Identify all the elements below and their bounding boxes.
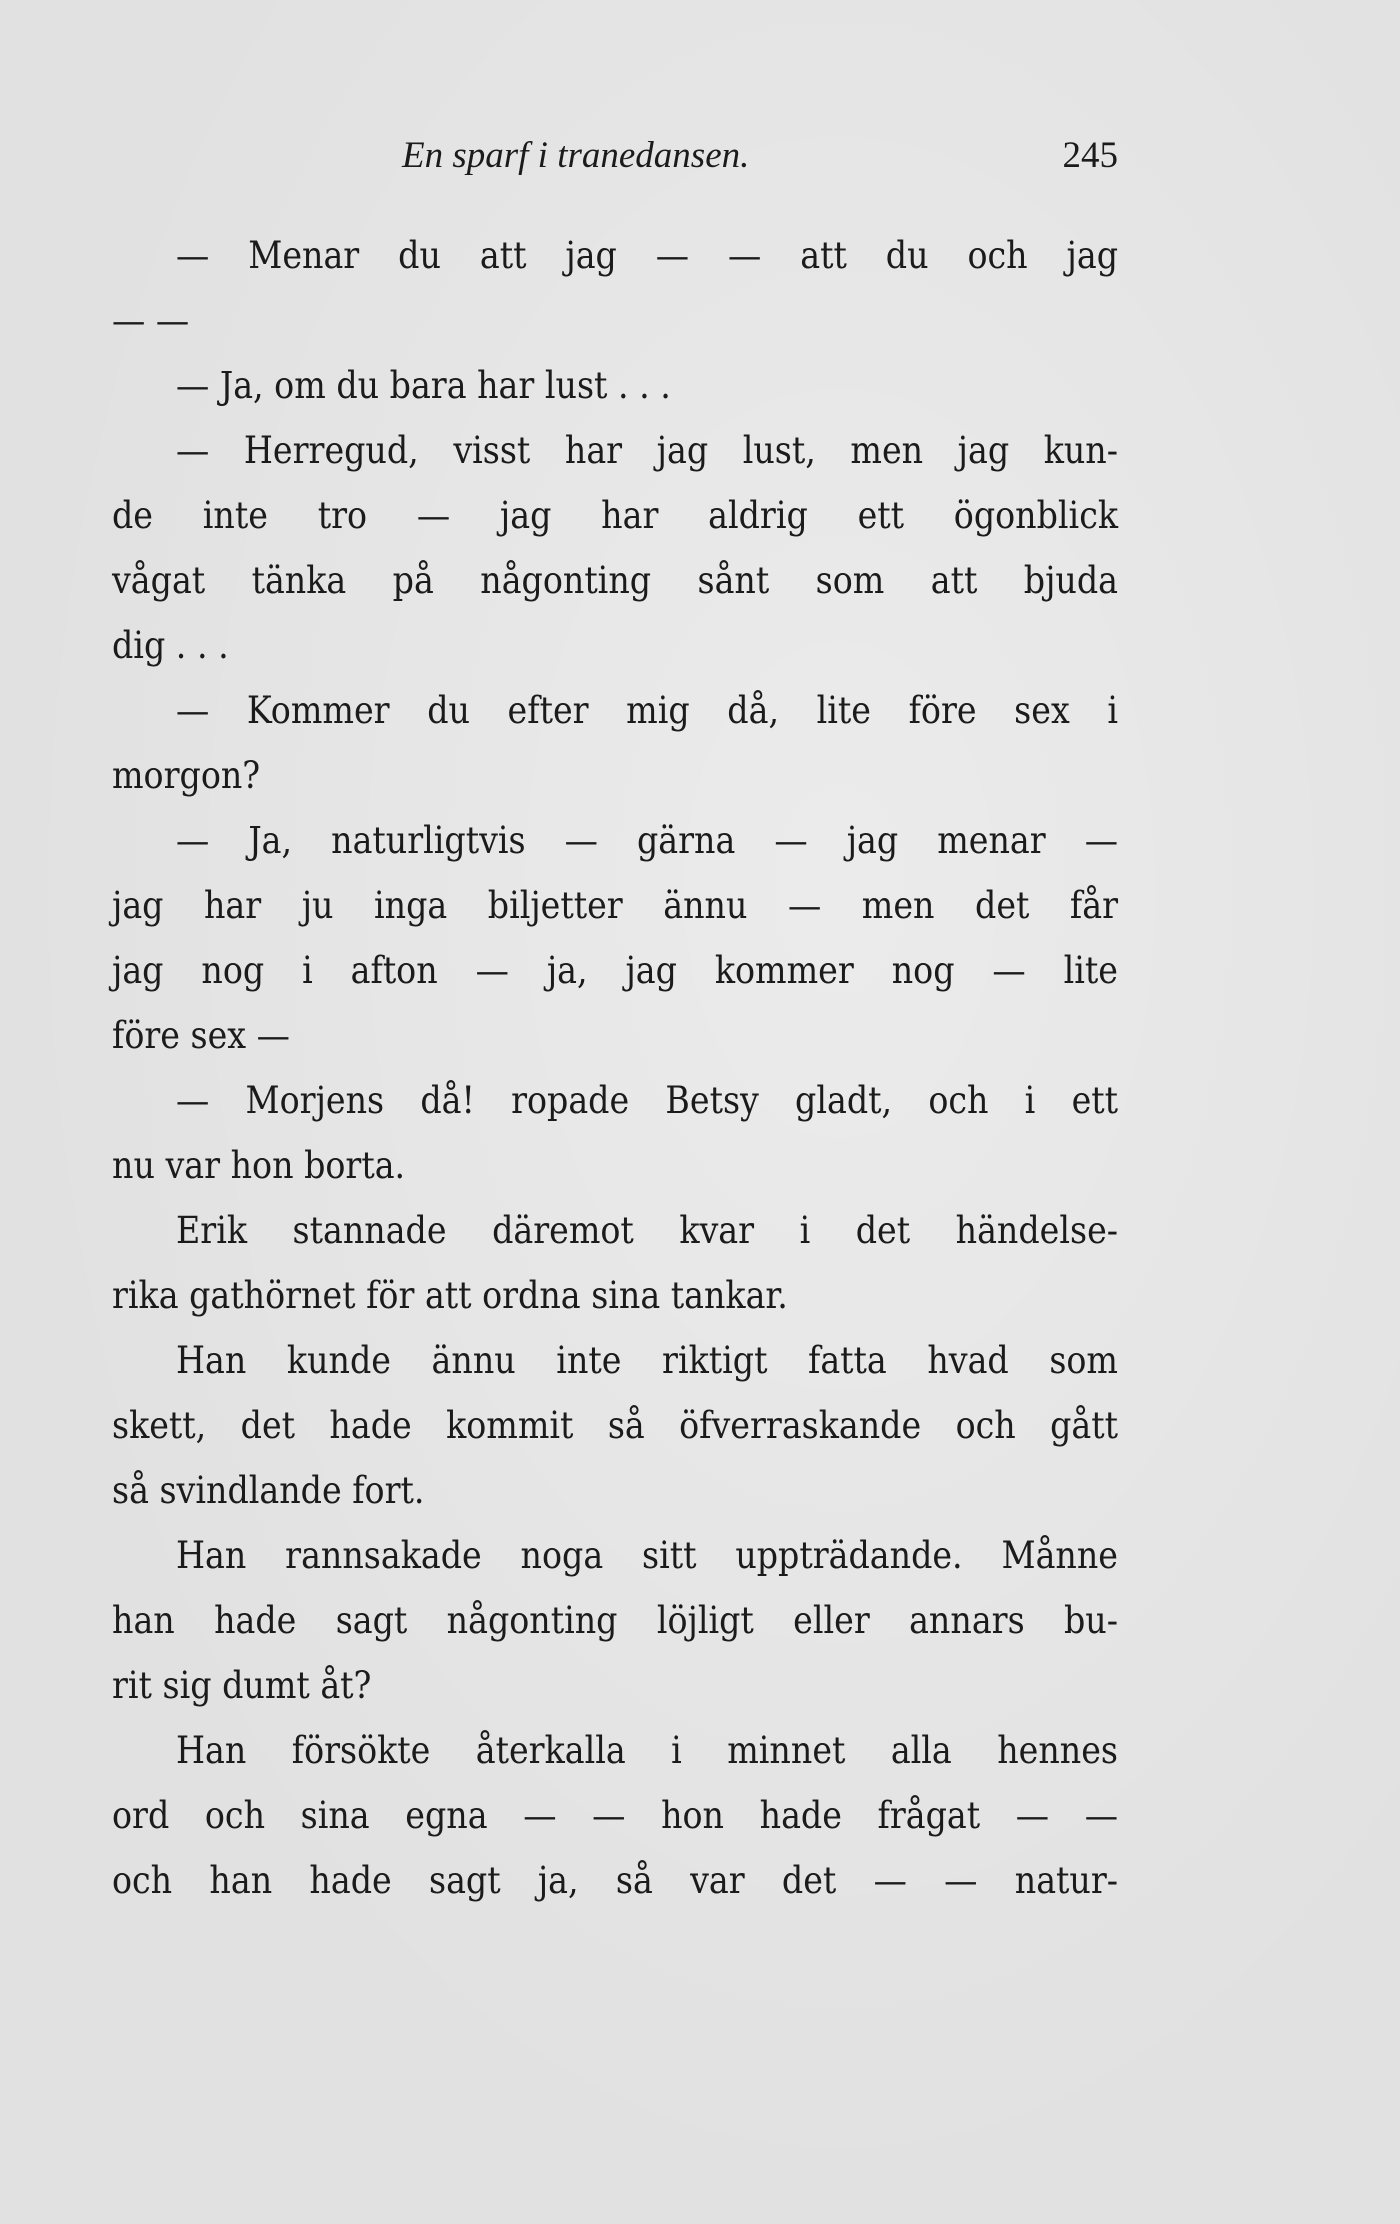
text-line: vågat tänka på någonting sånt som att bjuda [112,559,1118,602]
text-line: och han hade sagt ja, så var det — — natur- [112,1859,1118,1902]
text-line: de inte tro — jag har aldrig ett ögonblick [112,494,1118,537]
text-line: rika gathörnet för att ordna sina tankar. [112,1274,788,1317]
text-line: Han rannsakade noga sitt uppträdande. Månne [176,1534,1118,1577]
text-line: Han försökte återkalla i minnet alla hennes [176,1729,1118,1772]
text-line: skett, det hade kommit så öfverraskande och gått [112,1404,1118,1447]
text-line: — Ja, om du bara har lust . . . [176,364,671,407]
text-line: Han kunde ännu inte riktigt fatta hvad som [176,1339,1118,1382]
text-line: morgon? [112,754,261,797]
text-line: nu var hon borta. [112,1144,406,1187]
page-header [112,128,1118,184]
text-line: Erik stannade däremot kvar i det händelse- [176,1209,1118,1252]
text-line: han hade sagt någonting löjligt eller annars bu- [112,1599,1118,1642]
page-number: 245 [1062,135,1118,176]
text-line: före sex — [112,1014,290,1057]
text-line: — Morjens då! ropade Betsy gladt, och i ett [176,1079,1118,1122]
text-line: dig . . . [112,624,229,667]
text-line: jag nog i afton — ja, jag kommer nog — lite [112,949,1118,992]
text-line: — — [112,299,190,342]
text-line: — Ja, naturligtvis — gärna — jag menar — [176,819,1118,862]
text-line: så svindlande fort. [112,1469,425,1512]
text-line: ord och sina egna — — hon hade frågat — — [112,1794,1118,1837]
text-line: — Kommer du efter mig då, lite före sex i [176,689,1118,732]
running-title: En sparf i tranedansen. [402,135,750,176]
body-text [112,223,1118,1913]
text-line: — Herregud, visst har jag lust, men jag kun- [176,429,1118,472]
text-line: — Menar du att jag — — att du och jag [176,234,1118,277]
text-line: jag har ju inga biljetter ännu — men det får [112,884,1118,927]
text-line: rit sig dumt åt? [112,1664,372,1707]
